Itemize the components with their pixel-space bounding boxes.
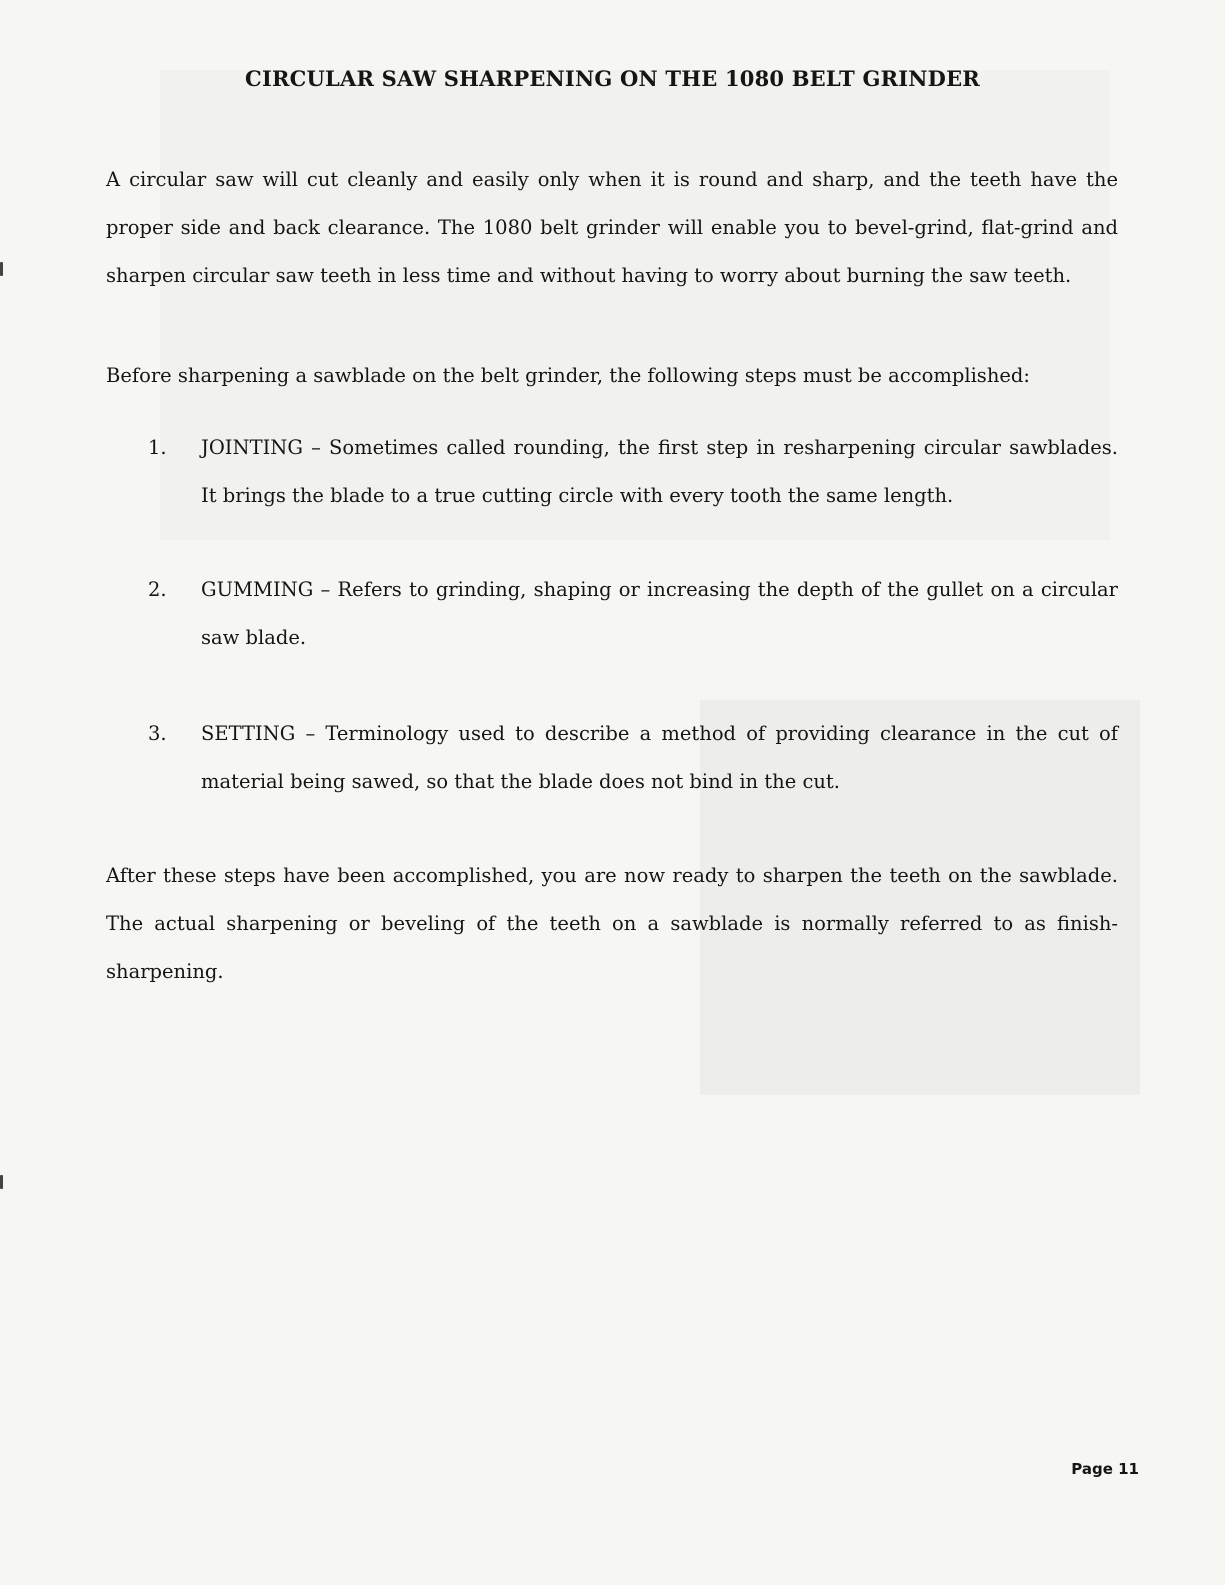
binder-hole-mark <box>0 1175 3 1189</box>
page-title: CIRCULAR SAW SHARPENING ON THE 1080 BELT GRINDER <box>245 66 980 91</box>
step-text: – Refers to grinding, shaping or increasing the depth of the gullet on a circular saw blade. <box>201 578 1118 649</box>
intro-paragraph: A circular saw will cut cleanly and easily only when it is round and sharp, and the teeth have the proper side and back clearance. The 1080 belt grinder will enable you to bevel-grind, flat-grind and sharpen circular saw teeth in less time and without having to worry about burning the saw teeth. <box>106 168 1118 287</box>
step-body <box>201 566 1118 662</box>
page-number: Page 11 <box>1071 1460 1139 1478</box>
steps-intro-paragraph: Before sharpening a sawblade on the belt grinder, the following steps must be accomplished: <box>106 364 1030 387</box>
step-term: JOINTING <box>201 436 303 459</box>
conclusion-paragraph: After these steps have been accomplished, you are now ready to sharpen the teeth on the sawblade. The actual sharpening or beveling of the teeth on a sawblade is normally referred to as finish-sharpening. <box>106 864 1118 983</box>
step-number: 3. <box>148 722 167 745</box>
step-text: – Sometimes called rounding, the first step in resharpening circular sawblades. It brings the blade to a true cutting circle with every tooth the same length. <box>201 436 1118 507</box>
step-text: – Terminology used to describe a method of providing clearance in the cut of material being sawed, so that the blade does not bind in the cut. <box>201 722 1119 793</box>
binder-hole-mark <box>0 262 3 276</box>
step-number: 1. <box>148 436 167 459</box>
step-body <box>201 424 1118 520</box>
step-term: GUMMING <box>201 578 314 601</box>
step-number: 2. <box>148 578 167 601</box>
step-body <box>201 710 1118 806</box>
step-term: SETTING <box>201 722 296 745</box>
